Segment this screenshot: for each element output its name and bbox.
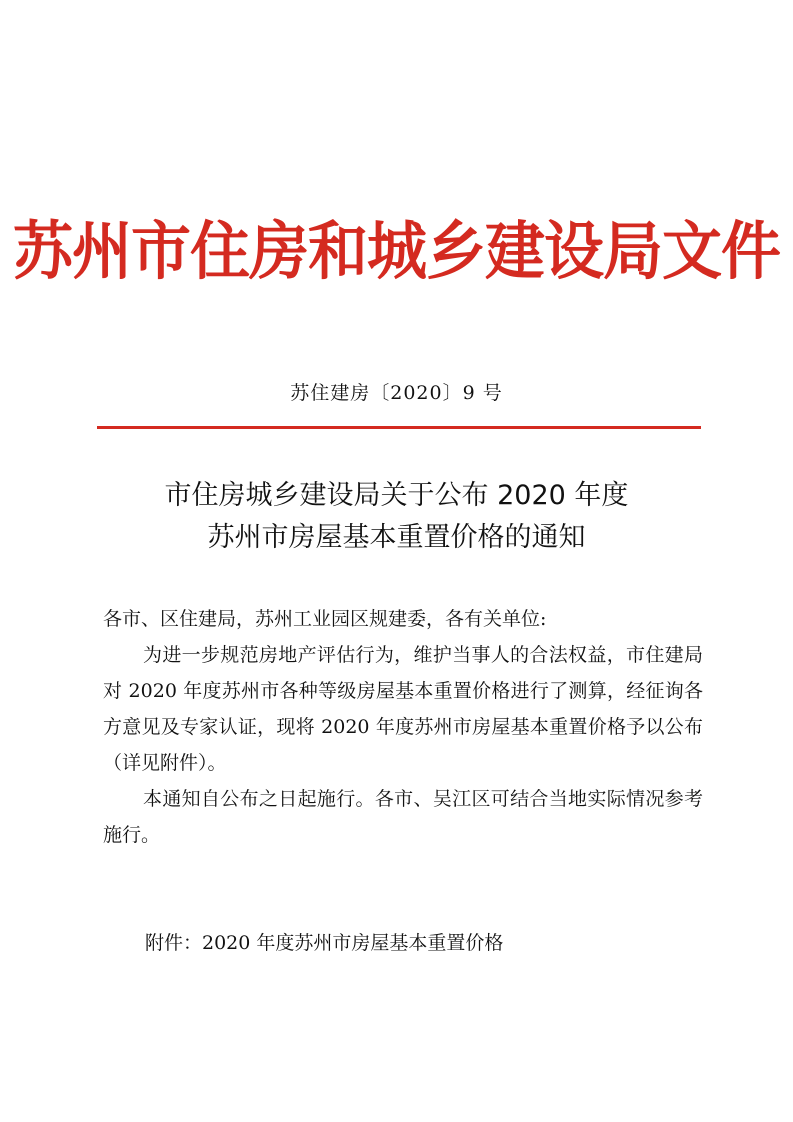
notice-title-line-2: 苏州市房屋基本重置价格的通知	[207, 522, 586, 553]
notice-body	[103, 601, 703, 853]
notice-title	[0, 475, 793, 559]
paragraph-2: 本通知自公布之日起施行。各市、吴江区可结合当地实际情况参考施行。	[103, 788, 703, 846]
masthead-title: 苏州市住房和城乡建设局文件	[13, 215, 780, 289]
notice-title-line-1: 市住房城乡建设局关于公布 2020 年度	[164, 480, 629, 511]
salutation: 各市、区住建局，苏州工业园区规建委，各有关单位:	[103, 608, 547, 630]
paragraph-1: 为进一步规范房地产评估行为，维护当事人的合法权益，市住建局对 2020 年度苏州市各种等级房屋基本重置价格进行了测算，经征询各方意见及专家认证，现将 2020 年度苏州市房屋基本重置价格予以公布（详见附件）。	[103, 644, 703, 774]
document-number: 苏住建房〔2020〕9 号	[290, 382, 503, 404]
attachment-line: 附件：2020 年度苏州市房屋基本重置价格	[145, 932, 504, 954]
red-divider-line	[97, 426, 701, 429]
